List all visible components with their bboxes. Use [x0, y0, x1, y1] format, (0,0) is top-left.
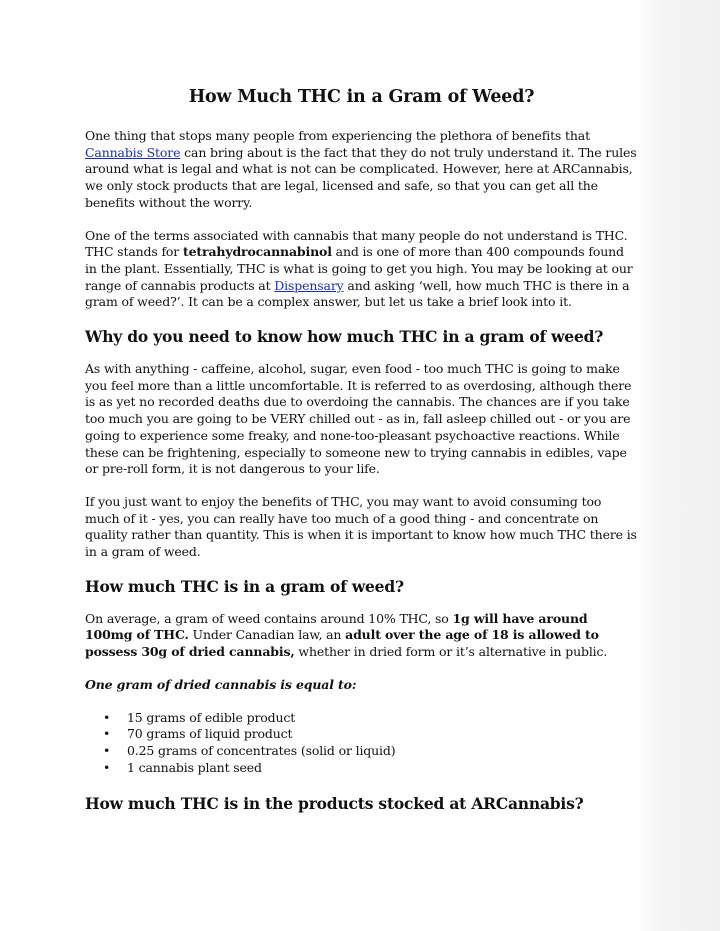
section-heading-why: Why do you need to know how much THC in a gram of weed? [85, 327, 604, 347]
list-item [103, 710, 638, 727]
list-item-text: 15 grams of edible product [127, 709, 296, 725]
equivalents-subheading: One gram of dried cannabis is equal to: [85, 676, 357, 692]
bullet-icon: • [103, 726, 111, 742]
intro-paragraph [85, 128, 638, 212]
list-item-text: 70 grams of liquid product [127, 726, 293, 742]
terms-paragraph [85, 228, 638, 312]
terms-text-2: and is one of more than 400 compounds found in the plant. Essentially, THC is what is going to get you high. You may be looking at our range of cannabis products at [85, 244, 633, 293]
intro-text-1: One thing that stops many people from experiencing the plethora of benefits that [85, 128, 590, 143]
bullet-icon: • [103, 742, 111, 758]
thc-definition: tetrahydrocannabinol [182, 244, 332, 260]
equivalents-list [85, 710, 638, 777]
bullet-icon: • [103, 759, 111, 775]
average-text-2: Under Canadian law, an [188, 627, 346, 643]
page-edge-shadow [636, 0, 720, 931]
legal-limit-bold: adult over the age of 18 is allowed to possess 30g of dried cannabis, [85, 627, 599, 660]
thc-amount-bold: 1g will have around 100mg of THC. [85, 610, 588, 643]
list-item [103, 743, 638, 760]
document-title: How Much THC in a Gram of Weed? [188, 87, 535, 107]
overdose-paragraph: As with anything - caffeine, alcohol, sugar, even food - too much THC is going to make you feel more than a little uncomfortable. It is referred to as overdosing, although there is as yet no recorded deaths due to overdoing the cannabis. The chances are if you take too much you are going to be VERY chilled out - as in, fall asleep chilled out - or you are going to experience some freaky, and none-too-pleasant psychoactive reactions. While these can be frightening, especially to someone new to trying cannabis in edibles, vape or pre-roll form, it is not dangerous to your life. [85, 361, 632, 477]
average-text-1: On average, a gram of weed contains around 10% THC, so [85, 610, 453, 626]
list-item [103, 726, 638, 743]
bullet-icon: • [103, 709, 111, 725]
dispensary-link[interactable]: Dispensary [274, 277, 344, 293]
list-item-text: 1 cannabis plant seed [127, 759, 262, 775]
list-item [103, 760, 638, 777]
average-text-3: whether in dried form or it’s alternative in public. [294, 644, 608, 660]
terms-text-3: and asking ‘well, how much THC is there in a gram of weed?’. It can be a complex answer, but let us take a brief look into it. [85, 277, 630, 310]
terms-text-1: One of the terms associated with cannabis that many people do not understand is THC. THC stands for [85, 227, 628, 260]
section-heading-how-much: How much THC is in a gram of weed? [85, 576, 404, 596]
average-thc-paragraph [85, 611, 638, 661]
section-heading-products: How much THC is in the products stocked at ARCannabis? [85, 794, 584, 814]
quality-paragraph: If you just want to enjoy the benefits of THC, you may want to avoid consuming too much of it - yes, you can really have too much of a good thing - and concentrate on quality rather than quantity. This is when it is important to know how much THC there is in a gram of weed. [85, 493, 637, 560]
document-content [85, 86, 638, 814]
cannabis-store-link[interactable]: Cannabis Store [85, 144, 181, 160]
intro-text-2: can bring about is the fact that they do not truly understand it. The rules around what is legal and what is not can be complicated. However, here at ARCannabis, we only stock products that are legal, licensed and safe, so that you can get all the benefits without the worry. [85, 144, 637, 210]
list-item-text: 0.25 grams of concentrates (solid or liquid) [127, 742, 396, 758]
